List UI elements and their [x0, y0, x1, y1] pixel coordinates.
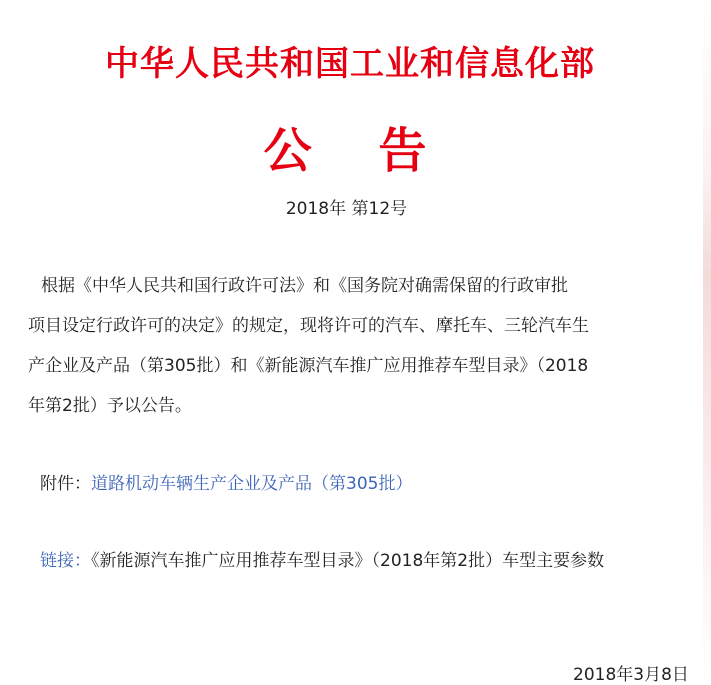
attachment-line	[40, 469, 412, 494]
announcement-body	[28, 266, 688, 426]
attachment-link[interactable]: 道路机动车辆生产企业及产品（第305批）	[91, 474, 413, 494]
ministry-name: 中华人民共和国工业和信息化部	[105, 44, 595, 84]
body-line: 年第2批）予以公告。	[28, 396, 192, 416]
announcement-date: 2018年3月8日	[573, 665, 689, 685]
body-line: 产企业及产品（第305批）和《新能源汽车推广应用推荐车型目录》（2018	[28, 356, 589, 376]
announcement-number: 2018年 第12号	[285, 199, 408, 219]
related-link-line	[40, 546, 604, 571]
attachment-label: 附件：	[40, 474, 91, 494]
body-line: 项目设定行政许可的决定》的规定，现将许可的汽车、摩托车、三轮汽车生	[28, 316, 589, 336]
related-link-text: 《新能源汽车推广应用推荐车型目录》（2018年第2批）车型主要参数	[91, 551, 605, 571]
page-edge-strip	[703, 0, 711, 685]
announcement-title: 公 告	[263, 123, 427, 179]
related-link-label[interactable]: 链接：	[40, 551, 91, 571]
body-line: 根据《中华人民共和国行政许可法》和《国务院对确需保留的行政审批	[41, 276, 568, 296]
